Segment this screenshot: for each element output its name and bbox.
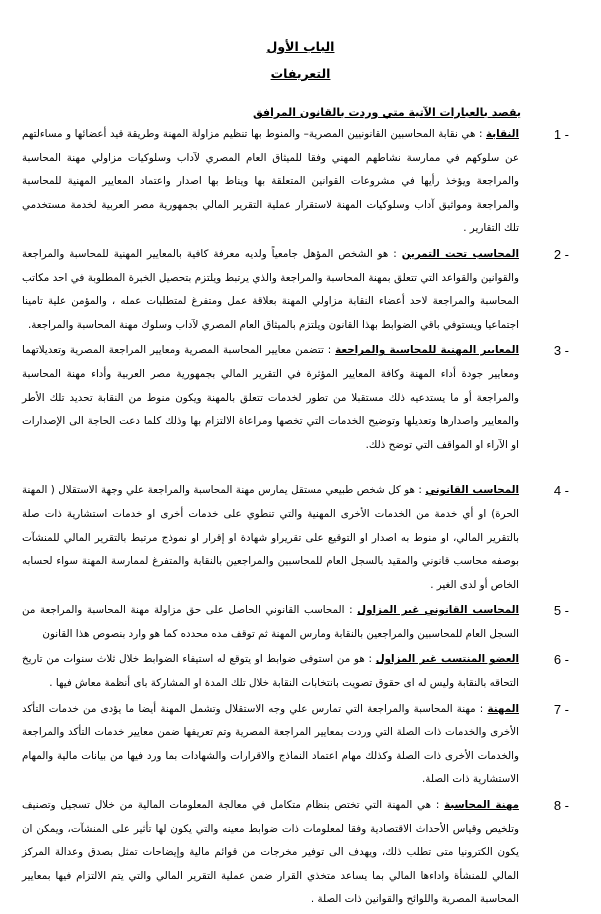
definition-number: 2 - (553, 246, 569, 262)
definition-number: 6 - (553, 652, 569, 668)
definition-number: 7 - (553, 701, 569, 717)
spacer (0, 459, 601, 479)
definition-term: المحاسب تحت التمرين (401, 247, 519, 260)
definition-text: : المحاسب القانوني الحاصل على حق مزاولة مهنة المحاسبة والمراجعة من السجل العام للمحاسبين والمراجعين بالنقابة ومارس المهنة ثم توقف مده محدده كما هو وارد بنصوص هذا القانون (22, 604, 519, 640)
definition-item (0, 698, 601, 792)
definition-text: : هي نقابة المحاسبين القانونيين المصرية– والمنوط بها تنظيم مزاولة المهنة وطريقة قيد أعضائها و مساءلتهم عن سلوكهم في ممارسة نشاطهم المهني وفقا للميثاق العام المصري لآداب وسلوكيات مزاولي مهنة المحاسبة والمراجعة ويؤخذ رأيها في مشروعات القوانين المتعلقة بها ويناط بها اصدار واعتماد المعايير المهنية للمحاسبة والمراجعة ومواثيق آداب وسلوكيات المهنة لاستقرار عملية التقرير المالي بجمهورية مصر العربية لخدمة مستخدمي تلك التقارير . (22, 128, 519, 235)
definition-term: العضو المنتسب غير المزاول (375, 653, 519, 666)
definition-text: : هو من استوفى ضوابط او يتوقع له استيفاء الضوابط خلال ثلاث سنوات من تاريخ التحاقه بالنقابة وليس له اى حقوق تصويت بانتخابات النقابة خلال تلك المدة او المشاركة باى أنظمة معاش فيها . (22, 653, 519, 690)
definition-text: : مهنة المحاسبة والمراجعة التي تمارس علي وجه الاستقلال وتشمل المهنة أيضا ما يؤدى من خدمات التأكد الأخرى والخدمات ذات الصلة التي وردت بمعايير المراجعة المصرية وتم تعريفها ضمن معايير خدمات التأكد والمراجعة والخدمات الأخرى ذات الصلة وكذلك مهام اعتماد النماذج والاقرارات والشهادات بما ورد فيها من بيانات مالية والمهام الاستشارية ذات الصلة. (22, 702, 519, 786)
definition-term: المعايير المهنية للمحاسبة والمراجعة (335, 344, 519, 357)
definition-term: المحاسب القانوني (425, 484, 519, 497)
definition-term: النقابة (486, 128, 519, 140)
definition-text: : هو كل شخص طبيعي مستقل يمارس مهنة المحاسبة والمراجعة علي وجهة الاستقلال ( المهنة الحرة) او أي خدمة من الخدمات الأخرى المهنية والتي تنطوي على خدمات أخرى او خدمات استشارية ذات صلة بالتقرير المالي، او منوط به اصدار او التوقيع على تقريراو شهادة او إقرار او نموذج مرتبط بالتقرير المالي للمنشآت بوصفه محاسب قانوني والمقيد بالسجل العام للمحاسبين والمراجعين بالنقابة والمتفرغ لممارسة المهنة سواء لحسابه الخاص أو لدى الغير . (22, 484, 519, 591)
definition-term: المحاسب القانوني غير المزاول (357, 604, 520, 617)
definition-term: مهنة المحاسبة (444, 799, 519, 812)
definition-item (0, 339, 601, 457)
definition-number: 1 - (553, 127, 569, 142)
definition-item (0, 648, 601, 695)
intro-heading: يقصد بالعبارات الآتية متي وردت بالقانون المرافق (252, 106, 521, 119)
section-title: التعريفات (270, 66, 331, 81)
definition-term: المهنة (487, 702, 519, 715)
definition-item (0, 599, 601, 646)
definition-number: 3 - (553, 343, 569, 359)
chapter-title: الباب الأول (266, 39, 335, 54)
definition-number: 5 - (553, 603, 569, 619)
definitions-list (0, 123, 601, 914)
definition-item (0, 123, 601, 241)
definition-number: 4 - (553, 483, 569, 499)
definition-text: : تتضمن معايير المحاسبة المصرية ومعايير المراجعة المصرية وتعديلاتهما ومعايير جودة أداء المهنة وكافة المعايير المؤثرة في التقرير المالي بجمهورية مصر العربية وأداء مهنة المحاسبة والمراجعة أو ما يستدعيه ذلك مستقبلا من تطور لخدمات تتعلق بالمهنة ويكون منوط من النقابة تحديد تلك الأطر والمعايير واصدارها وتعديلها وتوضيح الخدمات التي تخصها ومراعاة الالتزام بها وذلك كلما دعت الحاجة الى الإصدارات او الآراء او المواقف التي توضح ذلك. (22, 344, 519, 451)
definition-item (0, 794, 601, 912)
definition-text: : هو الشخص المؤهل جامعياً ولديه معرفة كافية بالمعايير المهنية للمحاسبة والمراجعة والقوانين والقواعد التي تتعلق بمهنة المحاسبة والمراجعة والذي يرتبط ويلتزم بتحصيل الخبرة المطلوبة في احد مكاتب المحاسبة والمراجعة لاحد أعضاء النقابة مزاولي المهنة بعلاقة عمل ومتفرغ لمتطلبات عمله ، والمؤمن علية تامينا اجتماعيا ويستوفي باقي الضوابط بهذا القانون ويلتزم بالميثاق العام المصري لآداب وسلوك مهنة المحاسبة والمراجعة. (22, 247, 519, 331)
definition-number: 8 - (553, 798, 569, 814)
definition-item (0, 243, 601, 337)
definition-text: : هي المهنة التي تختص بنظام متكامل في معالجة المعلومات المالية من خلال تسجيل وتصنيف وتلخيص وقياس الأحداث الاقتصادية وفقا لمعلومات ذات ضوابط معينه والتي يكون لها تأثير على المنشآت، ويمكن ان يكون الكترونيا متى تطلب ذلك، ويهدف الى توفير مخرجات من قوائم مالية وإيضاحات تمثل بصدق وعدالة المركز المالي للمنشأة واداءها المالي بما يساعد متخذي القرار ضمن عملية التقرير المالي والتي يتم الالتزام فيها بمعايير المحاسبة المصرية واللوائح والقوانين ذات الصلة . (22, 799, 519, 906)
definition-item (0, 479, 601, 597)
